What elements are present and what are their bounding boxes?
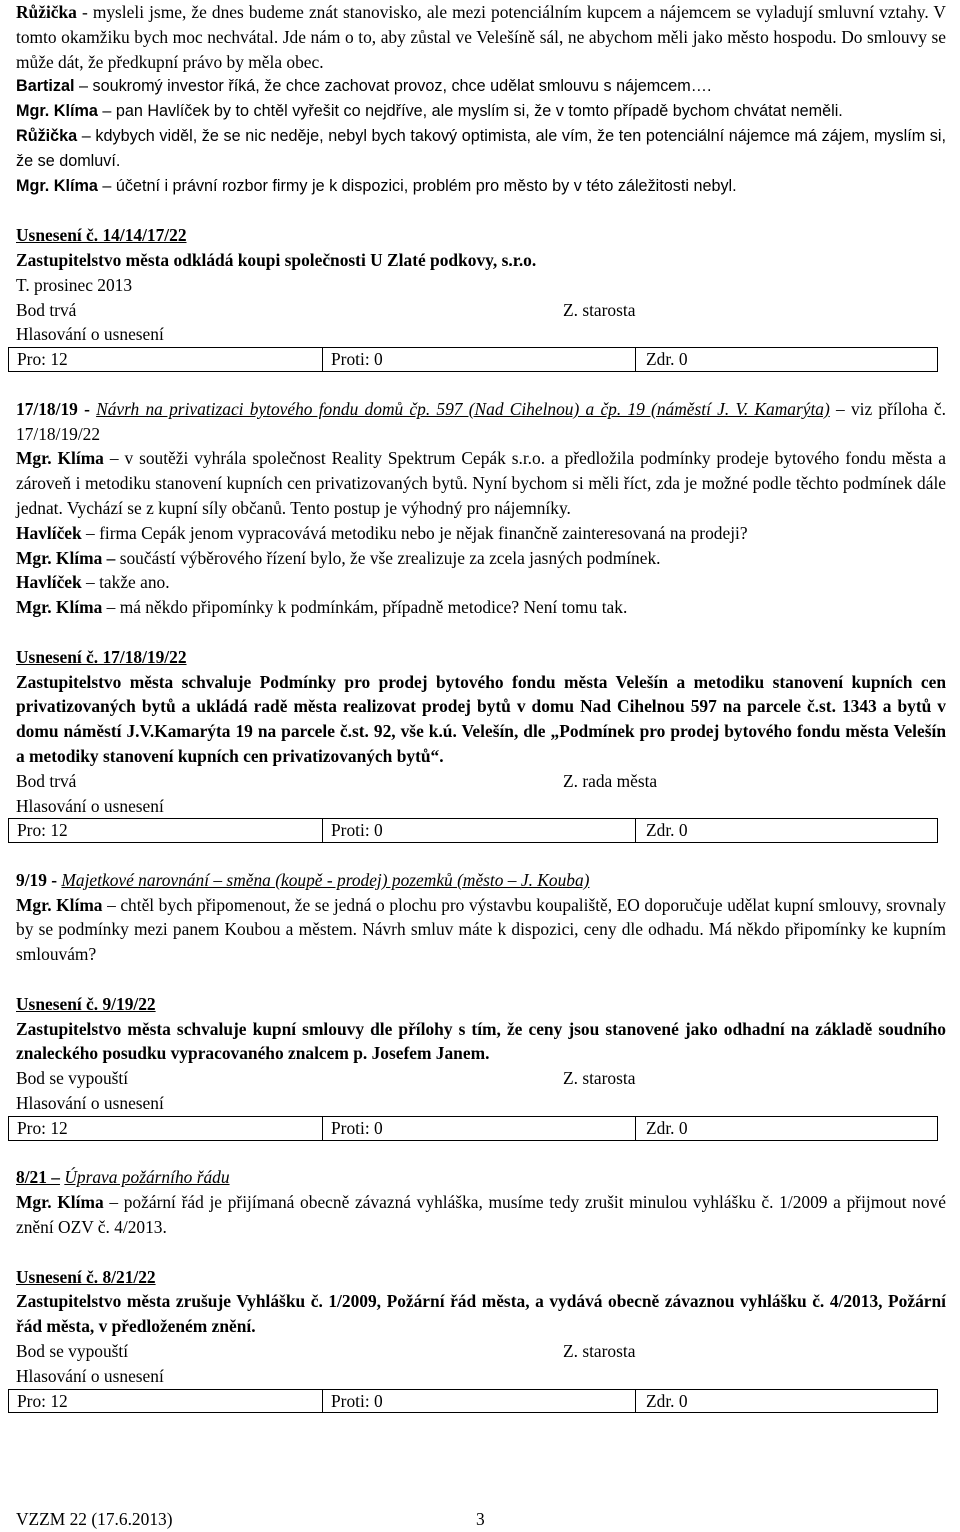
vote-pro: Pro: 12 bbox=[17, 820, 68, 841]
agenda-item-heading bbox=[16, 868, 946, 893]
vote-table bbox=[8, 1116, 938, 1141]
paragraph-text: – pan Havlíček by to chtěl vyřešit co nejdříve, ale myslím si, že v tomto případě bychom chvátat neměli. bbox=[97, 102, 843, 121]
speaker-name: Mgr. Klíma bbox=[16, 102, 98, 121]
speaker-name: Růžička bbox=[16, 126, 78, 145]
paragraph-text: součástí výběrového řízení bylo, že vše zrealizuje za zcela jasných podmínek. bbox=[115, 547, 661, 568]
resolution-status: Bod trvá bbox=[16, 770, 77, 791]
resolution-responsible: Z. starosta bbox=[563, 299, 636, 320]
speaker-name: Mgr. Klíma bbox=[16, 597, 103, 618]
discussion-paragraph bbox=[16, 595, 946, 620]
agenda-item-heading bbox=[16, 1165, 946, 1190]
resolution-number: Usnesení č. 9/19/22 bbox=[16, 993, 156, 1014]
agenda-item-title: Úprava požárního řádu bbox=[64, 1167, 230, 1188]
document-page bbox=[16, 0, 946, 1529]
vote-pro: Pro: 12 bbox=[17, 1390, 68, 1411]
speaker-name: Mgr. Klíma bbox=[16, 1192, 104, 1213]
vote-zdr: Zdr. 0 bbox=[646, 1390, 688, 1411]
paragraph-text: – soukromý investor říká, že chce zachovat provoz, chce udělat smlouvu s nájemcem…. bbox=[74, 77, 712, 96]
speaker-name: Havlíček bbox=[16, 522, 82, 543]
resolution-responsible: Z. rada města bbox=[563, 770, 658, 791]
speaker-name: Bartizal bbox=[16, 77, 75, 96]
speaker-name: Mgr. Klíma bbox=[16, 894, 103, 915]
resolution-status: Bod se vypouští bbox=[16, 1068, 129, 1089]
speaker-name: Mgr. Klíma – bbox=[16, 547, 116, 568]
agenda-item-heading bbox=[16, 397, 946, 447]
paragraph-text: – má někdo připomínky k podmínkám, případně metodice? Není tomu tak. bbox=[102, 597, 628, 618]
vote-pro: Pro: 12 bbox=[17, 349, 68, 370]
speaker-name: Havlíček bbox=[16, 572, 82, 593]
discussion-paragraph bbox=[16, 570, 946, 595]
paragraph-text: – v soutěži vyhrála společnost Reality Spektrum Cepák s.r.o. a předložila podmínky prodeje bytového fondu města a zároveň i metodiku stanovení kupních cen privatizovaných bytů. Nyní bychom si měli říct, zda je možné podle těchto podmínek dále jednat. Vychází se z kupní síly občanů. Tento postup je výhodný pro nájemníky. bbox=[16, 448, 946, 518]
resolution-number: Usnesení č. 17/18/19/22 bbox=[16, 646, 187, 667]
discussion-paragraph bbox=[16, 521, 946, 546]
resolution-term: T. prosinec 2013 bbox=[16, 274, 133, 295]
resolution-responsible: Z. starosta bbox=[563, 1341, 636, 1362]
footer-page-number: 3 bbox=[476, 1509, 485, 1529]
resolution-status-row bbox=[16, 1339, 946, 1364]
paragraph-text: – chtěl bych připomenout, že se jedná o plochu pro výstavbu koupaliště, EO doporučuje udělat kupní smlouvy, srovnaly by se podmínky mezi panem Koubou a městem. Návrh smluv máte k dispozici, ceny dle odhadu. Má někdo připomínky ke kupním smlouvám? bbox=[16, 894, 946, 965]
speaker-name: Mgr. Klíma bbox=[16, 176, 98, 195]
agenda-item-reference: – viz příloha č. 17/18/19/22 bbox=[16, 398, 946, 444]
vote-proti: Proti: 0 bbox=[331, 1117, 383, 1138]
discussion-paragraph bbox=[16, 446, 946, 520]
resolution-number: Usnesení č. 14/14/17/22 bbox=[16, 225, 187, 246]
vote-table bbox=[8, 1389, 938, 1414]
discussion-paragraph bbox=[16, 546, 946, 571]
resolution-status-row bbox=[16, 298, 946, 323]
vote-proti: Proti: 0 bbox=[331, 820, 383, 841]
vote-table bbox=[8, 347, 938, 372]
discussion-paragraph bbox=[16, 893, 946, 967]
agenda-item-title: Majetkové narovnání – směna (koupě - prodej) pozemků (město – J. Kouba) bbox=[61, 869, 590, 890]
paragraph-text: – kdybych viděl, že se nic neděje, nebyl bych takový optimista, ale vím, že ten potenciální nájemce má zájem, myslím si, že se domluví. bbox=[16, 126, 946, 170]
vote-proti: Proti: 0 bbox=[331, 1390, 383, 1411]
agenda-item-number: 8/21 – bbox=[16, 1167, 60, 1188]
discussion-paragraph bbox=[16, 0, 946, 74]
vote-zdr: Zdr. 0 bbox=[646, 349, 688, 370]
agenda-item-title: Návrh na privatizaci bytového fondu domů čp. 597 (Nad Cihelnou) a čp. 19 (náměstí J. V. Kamarýta) bbox=[96, 398, 830, 419]
discussion-paragraph bbox=[16, 1190, 946, 1240]
vote-table bbox=[8, 818, 938, 843]
vote-zdr: Zdr. 0 bbox=[646, 820, 688, 841]
paragraph-text: – takže ano. bbox=[81, 572, 170, 593]
resolution-status: Bod se vypouští bbox=[16, 1341, 129, 1362]
paragraph-text: – požární řád je přijímaná obecně závazná vyhláška, musíme tedy zrušit minulou vyhlášku č. 1/2009 a přijmout nové znění OZV č. 4/2013. bbox=[16, 1192, 946, 1238]
discussion-paragraph bbox=[16, 99, 946, 124]
vote-label: Hlasování o usnesení bbox=[16, 324, 164, 345]
vote-label: Hlasování o usnesení bbox=[16, 1365, 164, 1386]
discussion-paragraph bbox=[16, 74, 946, 99]
speaker-name: Mgr. Klíma bbox=[16, 448, 104, 469]
vote-proti: Proti: 0 bbox=[331, 349, 383, 370]
resolution-status-row bbox=[16, 1066, 946, 1091]
resolution-text: Zastupitelstvo města schvaluje Podmínky pro prodej bytového fondu města Velešín a metodiku stanovení kupních cen privatizovaných bytů a ukládá radě města realizovat prodej bytů v domu Nad Cihelnou 597 na parcele č.st. 1343 a bytů v domu náměstí J.V.Kamarýta 19 na parcele č.st. 92, vše k.ú. Velešín, dle „Podmínek pro prodej bytového fondu města Velešín a metodiky stanovení kupních cen privatizovaných bytů“. bbox=[16, 671, 946, 766]
paragraph-text: - mysleli jsme, že dnes budeme znát stanovisko, ale mezi potenciálním kupcem a nájemcem se vyladují smluvní vztahy. V tomto okamžiku bych moc nechvátal. Jde nám o to, aby zůstal ve Velešíně sál, ne abychom měli jako město hospodu. Do smlouvy se může dát, že předkupní právo by měla obec. bbox=[16, 2, 946, 72]
resolution-text: Zastupitelstvo města zrušuje Vyhlášku č. 1/2009, Požární řád města, a vydává obecně závaznou vyhlášku č. 4/2013, Požární řád města, v předloženém znění. bbox=[16, 1291, 946, 1337]
speaker-name: Růžička bbox=[16, 2, 77, 22]
agenda-item-number: 9/19 - bbox=[16, 869, 58, 890]
resolution-responsible: Z. starosta bbox=[563, 1068, 636, 1089]
footer-document-id: VZZM 22 (17.6.2013) bbox=[16, 1509, 173, 1529]
vote-label: Hlasování o usnesení bbox=[16, 795, 164, 816]
vote-pro: Pro: 12 bbox=[17, 1117, 68, 1138]
paragraph-text: – účetní i právní rozbor firmy je k dispozici, problém pro město by v této záležitosti nebyl. bbox=[97, 176, 737, 195]
resolution-text: Zastupitelstvo města schvaluje kupní smlouvy dle přílohy s tím, že ceny jsou stanovené jako odhadní na základě soudního znaleckého posudku vypracovaného znalcem p. Josefem Janem. bbox=[16, 1018, 946, 1064]
vote-label: Hlasování o usnesení bbox=[16, 1093, 164, 1114]
paragraph-text: – firma Cepák jenom vypracovává metodiku nebo je nějak finančně zainteresovaná na prodeji? bbox=[81, 522, 748, 543]
resolution-text: Zastupitelstvo města odkládá koupi společnosti U Zlaté podkovy, s.r.o. bbox=[16, 249, 537, 270]
discussion-paragraph bbox=[16, 174, 946, 199]
resolution-status: Bod trvá bbox=[16, 299, 77, 320]
agenda-item-number: 17/18/19 - bbox=[16, 398, 90, 419]
discussion-paragraph bbox=[16, 124, 946, 174]
resolution-status-row bbox=[16, 769, 946, 794]
vote-zdr: Zdr. 0 bbox=[646, 1117, 688, 1138]
resolution-number: Usnesení č. 8/21/22 bbox=[16, 1266, 156, 1287]
